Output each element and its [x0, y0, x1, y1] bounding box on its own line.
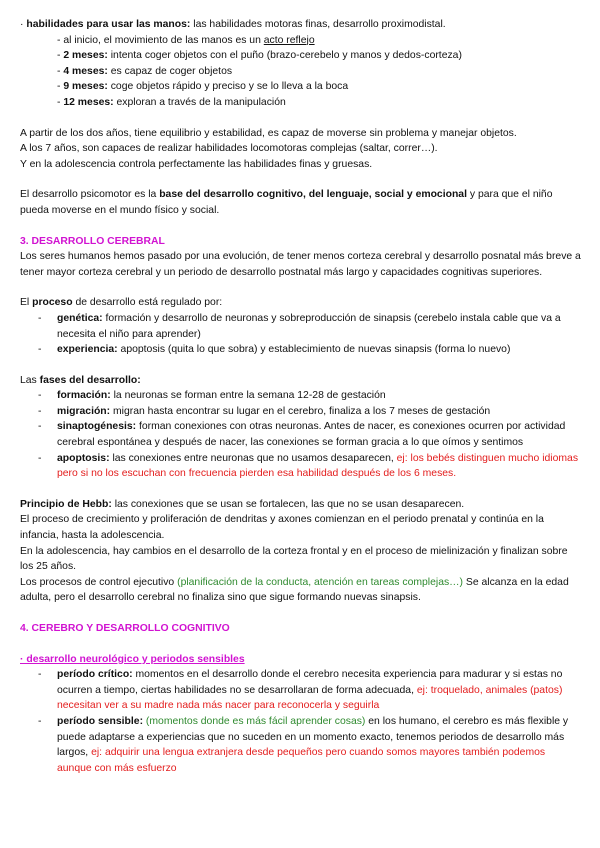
process-item-experiencia: - experiencia: apoptosis (quita lo que sobra) y establecimiento de nuevas sinapsis (forma lo nuevo) — [20, 342, 582, 358]
hands-item-12m: - 12 meses: exploran a través de la manipulación — [57, 96, 286, 108]
hands-text: las habilidades motoras finas, desarrollo proximodistal. — [193, 19, 446, 30]
motor-line-3: Y en la adolescencia controla perfectamente las habilidades finas y gruesas. — [20, 158, 373, 170]
growth-paragraph: El proceso de crecimiento y proliferación de dendritas y axones comienzan en el periodo prenatal y continúa en la infancia, hasta la adolescencia. — [20, 514, 544, 542]
section-4-subheading: · desarrollo neurológico y periodos sensibles — [20, 653, 245, 665]
hands-item-9m: - 9 meses: coge objetos rápido y preciso y se lo lleva a la boca — [57, 81, 349, 93]
phase-sinaptogenesis: - sinaptogénesis: forman conexiones con otras neuronas. Antes de nacer, es conexiones ocurren por actividad cerebral espontánea y después de nacer, las conexiones se forman gracia a lo que oímos y sentimos — [20, 419, 582, 450]
section-3-heading: 3. DESARROLLO CEREBRAL — [20, 235, 165, 247]
document-page — [20, 17, 582, 776]
hands-title: habilidades para usar las manos: — [26, 19, 191, 30]
hands-item-reflex: - al inicio, el movimiento de las manos es un acto reflejo — [57, 34, 315, 46]
phase-apoptosis: - apoptosis: las conexiones entre neuronas que no usamos desaparecen, ej: los bebés distinguen mucho idiomas pero si no los escuchan con frecuencia pierden esa habilidad después de los 6 meses. — [20, 451, 582, 482]
phase-formacion: - formación: la neuronas se forman entre la semana 12-28 de gestación — [20, 388, 582, 404]
bullet: · — [20, 19, 24, 30]
executive-paragraph: Los procesos de control ejecutivo (planificación de la conducta, atención en tareas complejas…) Se alcanza en la edad adulta, pero el desarrollo cerebral no finaliza sino que sigue formando nuevas sinapsis. — [20, 576, 569, 604]
acto-reflejo: acto reflejo — [263, 34, 315, 46]
critical-period: - período crítico: momentos en el desarrollo donde el cerebro necesita experiencia para madurar y si estas no ocurren a tiempo, ciertas habilidades no se desarrollaran de forma adecuada, ej: troquelado, animales (patos) necesitan ver a su madre nada más nacer para reconocerla y seguirla — [20, 667, 582, 714]
phases-intro: Las fases del desarrollo: — [20, 374, 141, 386]
process-item-genetica: - genética: formación y desarrollo de neuronas y sobreproducción de sinapsis (cerebelo instala cable que va a necesita el niño para aprender) — [20, 311, 582, 342]
hands-item-4m: - 4 meses: es capaz de coger objetos — [57, 65, 233, 77]
sensitive-period: - período sensible: (momentos donde es más fácil aprender cosas) en los humano, el cerebro es más flexible y puede adaptarse a experiencias que no suceden en un momento exacto, tenemos periodos de desarrollo más largos, ej: adquirir una lengua extranjera desde pequeños pero cuando somos mayores también podemos aunque con más esfuerzo — [20, 714, 582, 776]
phase-migracion: - migración: migran hasta encontrar su lugar en el cerebro, finaliza a los 7 meses de gestación — [20, 404, 582, 420]
apoptosis-example: ej: los bebés distinguen mucho idiomas pero si no los escuchan con frecuencia pierden esa habilidad después de los 6 meses. — [57, 452, 579, 480]
section-3-intro: Los seres humanos hemos pasado por una evolución, de tener menos corteza cerebral y desarrollo posnatal más breve a tener mayor corteza cerebral y un periodo de desarrollo postnatal más largo y capacidades cognitivas superiores. — [20, 251, 581, 278]
adolescence-paragraph: En la adolescencia, hay cambios en el desarrollo de la corteza frontal y en el proceso de mielinización y finalizan sobre los 25 años. — [20, 545, 568, 573]
hands-paragraph — [20, 17, 582, 33]
hands-item-2m: - 2 meses: intenta coger objetos con el puño (brazo-cerebelo y manos y dedos-corteza) — [57, 50, 462, 62]
psychomotor-paragraph: El desarrollo psicomotor es la base del desarrollo cognitivo, del lenguaje, social y emocional y para que el niño pueda moverse en el mundo físico y social. — [20, 189, 553, 216]
motor-line-2: A los 7 años, son capaces de realizar habilidades locomotoras complejas (saltar, correr…). — [20, 143, 438, 155]
process-intro: El proceso de desarrollo está regulado por: — [20, 297, 223, 309]
motor-line-1: A partir de los dos años, tiene equilibrio y estabilidad, es capaz de moverse sin problema y manejar objetos. — [20, 127, 517, 139]
section-4-heading: 4. CEREBRO Y DESARROLLO COGNITIVO — [20, 623, 230, 634]
hebb-principle: Principio de Hebb: las conexiones que se usan se fortalecen, las que no se usan desaparecen. — [20, 498, 465, 510]
